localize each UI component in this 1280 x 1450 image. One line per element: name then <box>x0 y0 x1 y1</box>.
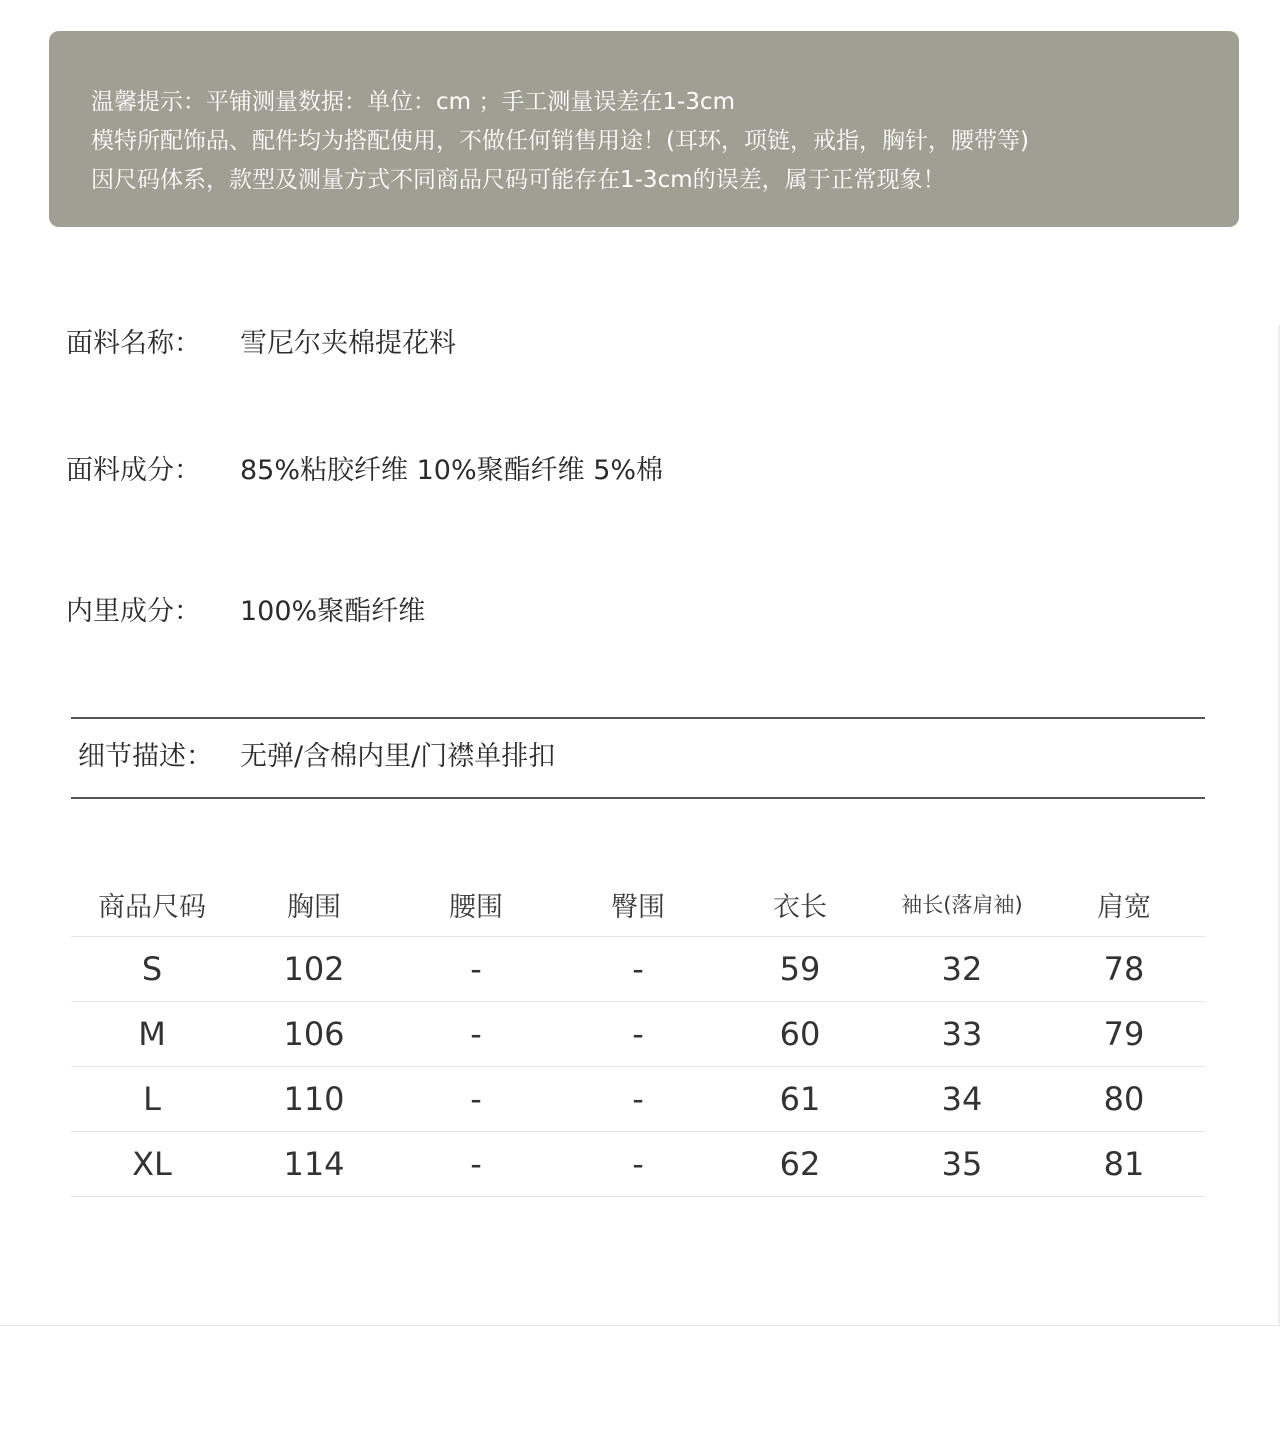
notice-line-2: 模特所配饰品、配件均为搭配使用，不做任何销售用途！(耳环，项链，戒指，胸针，腰带等) <box>91 128 1029 154</box>
cell-size: S <box>71 937 233 1002</box>
cell-shoulder: 79 <box>1043 1002 1205 1067</box>
cell-sleeve: 32 <box>881 937 1043 1002</box>
cell-size: XL <box>71 1132 233 1197</box>
detail-label: 细节描述： <box>78 741 213 772</box>
cell-chest: 114 <box>233 1132 395 1197</box>
cell-size: M <box>71 1002 233 1067</box>
cell-shoulder: 81 <box>1043 1132 1205 1197</box>
cell-length: 61 <box>719 1067 881 1132</box>
fabric-name-value: 雪尼尔夹棉提花料 <box>240 328 456 359</box>
table-row <box>71 937 1205 1002</box>
detail-row <box>78 737 555 777</box>
fabric-composition-value: 85%粘胶纤维 10%聚酯纤维 5%棉 <box>240 455 664 486</box>
table-row <box>71 1132 1205 1197</box>
fabric-name-row <box>66 324 456 364</box>
cell-length: 59 <box>719 937 881 1002</box>
cell-chest: 110 <box>233 1067 395 1132</box>
bottom-edge-line <box>0 1325 1280 1326</box>
lining-composition-label: 内里成分： <box>66 596 201 627</box>
cell-length: 62 <box>719 1132 881 1197</box>
size-chart-header-row <box>71 872 1205 937</box>
cell-waist: - <box>395 1002 557 1067</box>
table-row <box>71 1002 1205 1067</box>
lining-composition-value: 100%聚酯纤维 <box>240 596 426 627</box>
header-size: 商品尺码 <box>71 872 233 937</box>
fabric-composition-label: 面料成分： <box>66 455 201 486</box>
notice-line-3: 因尺码体系，款型及测量方式不同商品尺码可能存在1-3cm的误差，属于正常现象！ <box>91 167 946 193</box>
notice-line-1: 温馨提示：平铺测量数据：单位：cm ；手工测量误差在1-3cm <box>91 89 735 115</box>
fabric-composition-row <box>66 451 663 491</box>
header-waist: 腰围 <box>395 872 557 937</box>
notice-banner <box>49 31 1239 227</box>
cell-shoulder: 78 <box>1043 937 1205 1002</box>
header-chest: 胸围 <box>233 872 395 937</box>
cell-chest: 102 <box>233 937 395 1002</box>
table-row <box>71 1067 1205 1132</box>
cell-shoulder: 80 <box>1043 1067 1205 1132</box>
cell-hip: - <box>557 1002 719 1067</box>
detail-bottom-divider <box>71 797 1205 799</box>
cell-hip: - <box>557 1132 719 1197</box>
cell-waist: - <box>395 937 557 1002</box>
cell-hip: - <box>557 1067 719 1132</box>
header-length: 衣长 <box>719 872 881 937</box>
lining-composition-row <box>66 592 425 632</box>
header-shoulder: 肩宽 <box>1043 872 1205 937</box>
cell-chest: 106 <box>233 1002 395 1067</box>
cell-sleeve: 33 <box>881 1002 1043 1067</box>
header-sleeve: 袖长(落肩袖) <box>881 872 1043 937</box>
header-hip: 臀围 <box>557 872 719 937</box>
detail-value: 无弹/含棉内里/门襟单排扣 <box>240 741 556 772</box>
cell-size: L <box>71 1067 233 1132</box>
cell-length: 60 <box>719 1002 881 1067</box>
detail-top-divider <box>71 717 1205 719</box>
cell-waist: - <box>395 1132 557 1197</box>
fabric-name-label: 面料名称： <box>66 328 201 359</box>
cell-hip: - <box>557 937 719 1002</box>
cell-sleeve: 34 <box>881 1067 1043 1132</box>
cell-waist: - <box>395 1067 557 1132</box>
cell-sleeve: 35 <box>881 1132 1043 1197</box>
size-chart-table <box>71 872 1205 1197</box>
